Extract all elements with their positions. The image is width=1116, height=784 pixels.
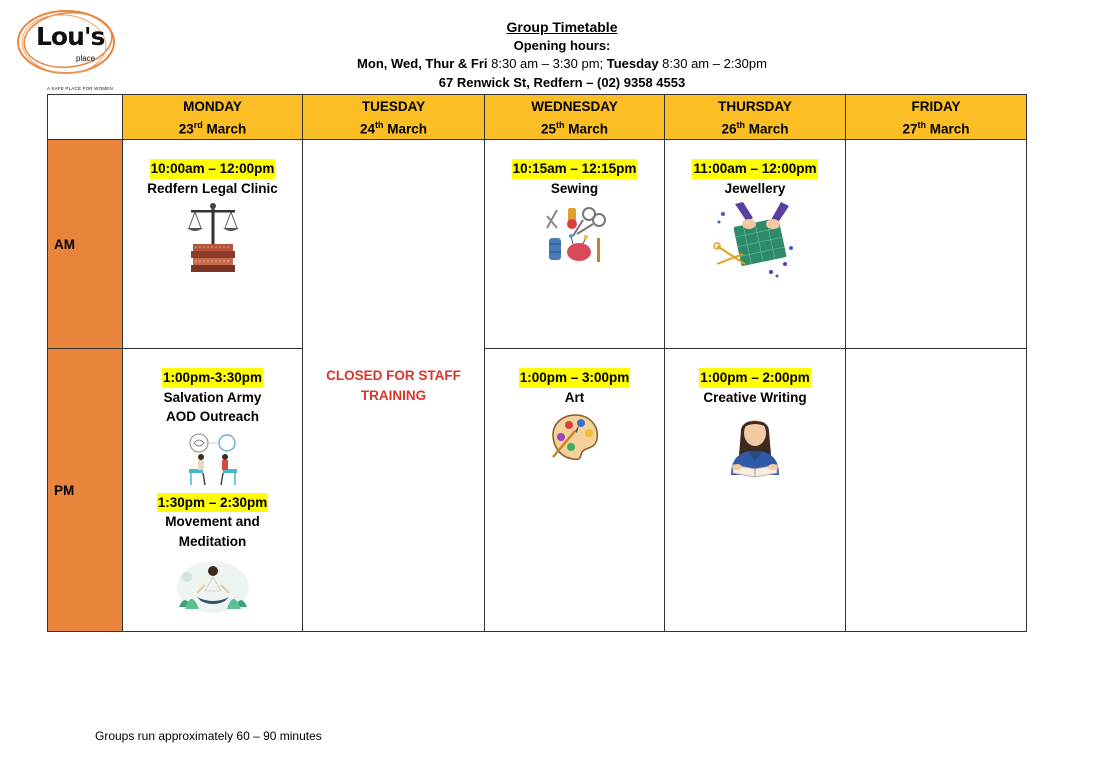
session-time: 10:00am – 12:00pm <box>150 159 276 179</box>
logo <box>14 6 124 90</box>
session-title: AOD Outreach <box>165 409 260 424</box>
hours-time-b: 8:30 am – 2:30pm <box>658 56 767 71</box>
paint-palette-icon <box>549 411 601 463</box>
meditation-icon <box>175 555 251 615</box>
session-time: 1:00pm-3:30pm <box>162 368 263 388</box>
day-header-row <box>48 95 1027 140</box>
timetable-grid <box>47 94 1027 632</box>
session-time: 1:00pm – 2:00pm <box>699 368 811 388</box>
monday-pm-cell <box>123 349 303 632</box>
footer-note: Groups run approximately 60 – 90 minutes <box>95 729 322 743</box>
scales-of-justice-icon <box>183 202 243 274</box>
period-am: AM <box>48 140 123 349</box>
friday-pm-cell <box>846 349 1027 632</box>
thursday-pm-cell <box>665 349 846 632</box>
thursday-am-cell <box>665 140 846 349</box>
session-title: Salvation Army <box>163 389 262 405</box>
logo-tagline: A SAFE PLACE FOR WOMEN <box>47 86 113 91</box>
logo-name: Lou's <box>36 22 105 51</box>
monday-am-cell <box>123 140 303 349</box>
jewellery-making-icon <box>713 202 797 282</box>
hours-days-b: Tuesday <box>606 56 659 71</box>
session-title: Art <box>564 389 585 405</box>
closed-notice-line2: TRAINING <box>360 388 427 403</box>
session-time: 10:15am – 12:15pm <box>512 159 638 179</box>
logo-sub: place <box>76 54 96 63</box>
reading-woman-icon <box>719 411 791 479</box>
tuesday-closed-cell <box>303 140 485 632</box>
hours-days-a: Mon, Wed, Thur & Fri <box>357 56 488 71</box>
session-title: Meditation <box>178 533 247 549</box>
pm-row <box>48 349 1027 632</box>
day-header-thursday: THURSDAY 26th March <box>665 95 846 140</box>
closed-notice-line1: CLOSED FOR STAFF <box>326 368 461 383</box>
session-title: Movement and <box>165 514 260 529</box>
am-row <box>48 140 1027 349</box>
session-time: 1:00pm – 3:00pm <box>519 368 631 388</box>
session-title: Sewing <box>550 180 599 196</box>
day-header-wednesday: WEDNESDAY 25th March <box>485 95 665 140</box>
opening-hours <box>300 55 824 74</box>
wednesday-pm-cell <box>485 349 665 632</box>
hours-time-a: 8:30 am – 3:30 pm; <box>487 56 607 71</box>
opening-hours-label: Opening hours: <box>513 37 611 53</box>
page-title: Group Timetable <box>506 19 618 35</box>
session-title: Creative Writing <box>703 389 807 405</box>
session-title: Redfern Legal Clinic <box>147 180 278 196</box>
sewing-kit-icon <box>543 202 607 268</box>
period-pm: PM <box>48 349 123 632</box>
address: 67 Renwick St, Redfern – (02) 9358 4553 <box>438 74 686 90</box>
counselling-icon <box>183 431 243 487</box>
day-header-tuesday: TUESDAY 24th March <box>303 95 485 140</box>
session-time: 11:00am – 12:00pm <box>692 159 817 179</box>
timetable-header <box>300 18 824 92</box>
session-title: Jewellery <box>724 180 786 196</box>
session-time: 1:30pm – 2:30pm <box>157 493 269 513</box>
day-header-monday: MONDAY 23rd March <box>123 95 303 140</box>
day-header-friday: FRIDAY 27th March <box>846 95 1027 140</box>
corner-cell <box>48 95 123 140</box>
friday-am-cell <box>846 140 1027 349</box>
wednesday-am-cell <box>485 140 665 349</box>
